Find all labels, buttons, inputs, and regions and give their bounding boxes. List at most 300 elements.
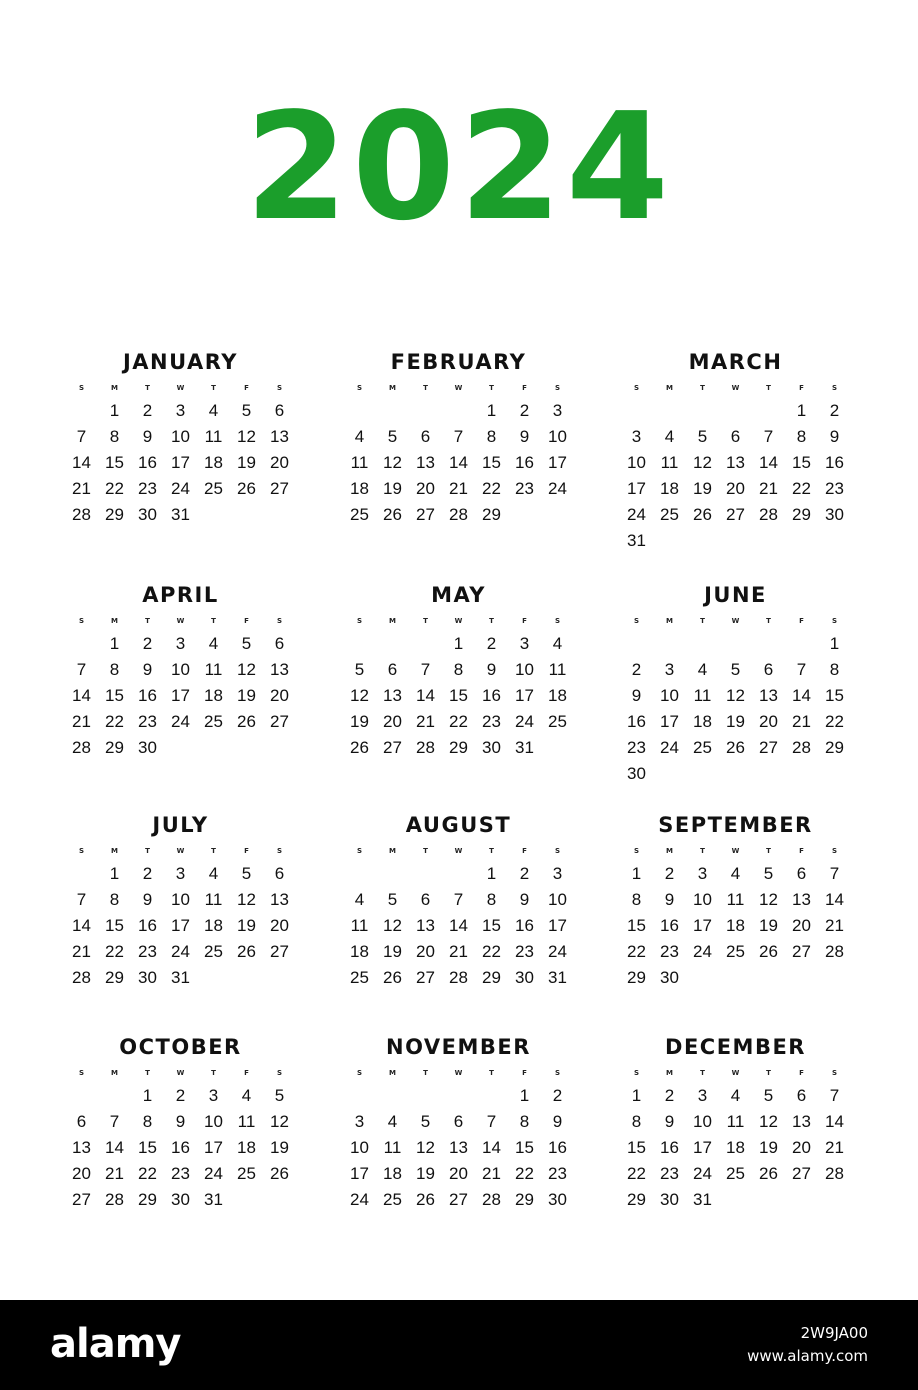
weekday-label: S bbox=[554, 617, 561, 625]
day-cell: 28 bbox=[72, 968, 91, 987]
weekday-label: S bbox=[356, 384, 363, 392]
month-name: APRIL bbox=[142, 583, 219, 607]
day-cell: 17 bbox=[204, 1138, 223, 1157]
day-cell: 16 bbox=[627, 712, 646, 731]
day-cell: 24 bbox=[515, 712, 534, 731]
day-cell: 5 bbox=[697, 427, 708, 446]
day-cell: 17 bbox=[627, 479, 646, 498]
week-row bbox=[343, 1187, 574, 1213]
day-cell: 25 bbox=[726, 1164, 745, 1183]
weekday-label: T bbox=[211, 617, 216, 625]
weekday-label: W bbox=[454, 617, 463, 625]
day-cell: 13 bbox=[383, 686, 402, 705]
day-cell: 11 bbox=[660, 453, 679, 472]
week-row bbox=[343, 502, 574, 528]
day-cell: 1 bbox=[829, 634, 840, 653]
day-cell: 17 bbox=[171, 916, 190, 935]
day-cell: 30 bbox=[660, 968, 679, 987]
empty-day-cell bbox=[818, 528, 851, 554]
day-cell: 6 bbox=[274, 864, 285, 883]
day-cell: 3 bbox=[175, 634, 186, 653]
day-cell: 9 bbox=[829, 427, 840, 446]
day-cell: 27 bbox=[449, 1190, 468, 1209]
day-cell: 18 bbox=[237, 1138, 256, 1157]
day-cell: 7 bbox=[829, 1086, 840, 1105]
empty-day-cell bbox=[442, 1083, 475, 1109]
day-cell: 28 bbox=[72, 738, 91, 757]
day-cell: 13 bbox=[449, 1138, 468, 1157]
weekday-label: T bbox=[211, 1069, 216, 1077]
week-row bbox=[343, 735, 574, 761]
day-cell: 23 bbox=[660, 942, 679, 961]
day-cell: 19 bbox=[759, 1138, 778, 1157]
empty-day-cell bbox=[263, 1187, 296, 1213]
day-cell: 16 bbox=[171, 1138, 190, 1157]
day-cell: 1 bbox=[796, 401, 807, 420]
day-cell: 12 bbox=[693, 453, 712, 472]
day-cell: 25 bbox=[237, 1164, 256, 1183]
day-cell: 1 bbox=[109, 634, 120, 653]
weekday-header bbox=[620, 1063, 851, 1083]
day-cell: 2 bbox=[631, 660, 642, 679]
week-row bbox=[620, 939, 851, 965]
day-cell: 11 bbox=[204, 660, 223, 679]
day-cell: 7 bbox=[453, 890, 464, 909]
day-cell: 14 bbox=[416, 686, 435, 705]
day-cell: 12 bbox=[383, 453, 402, 472]
day-cell: 29 bbox=[482, 968, 501, 987]
weekday-label: S bbox=[554, 847, 561, 855]
empty-day-cell bbox=[752, 631, 785, 657]
week-row bbox=[65, 657, 296, 683]
week-row bbox=[65, 398, 296, 424]
day-cell: 13 bbox=[416, 453, 435, 472]
day-cell: 30 bbox=[482, 738, 501, 757]
day-cell: 8 bbox=[486, 890, 497, 909]
day-cell: 8 bbox=[631, 890, 642, 909]
day-cell: 6 bbox=[274, 401, 285, 420]
day-cell: 27 bbox=[792, 1164, 811, 1183]
weekday-label: T bbox=[423, 384, 428, 392]
month-march bbox=[620, 348, 851, 554]
day-cell: 20 bbox=[759, 712, 778, 731]
day-cell: 3 bbox=[519, 634, 530, 653]
day-cell: 7 bbox=[486, 1112, 497, 1131]
weekday-label: M bbox=[389, 1069, 396, 1077]
day-cell: 24 bbox=[693, 942, 712, 961]
week-row bbox=[343, 913, 574, 939]
month-name: JULY bbox=[152, 813, 209, 837]
footer-info bbox=[747, 1322, 868, 1368]
day-cell: 29 bbox=[792, 505, 811, 524]
day-cell: 22 bbox=[482, 479, 501, 498]
week-row bbox=[343, 398, 574, 424]
day-cell: 24 bbox=[548, 942, 567, 961]
day-cell: 23 bbox=[660, 1164, 679, 1183]
day-cell: 8 bbox=[631, 1112, 642, 1131]
day-cell: 11 bbox=[383, 1138, 402, 1157]
day-cell: 14 bbox=[759, 453, 778, 472]
day-cell: 7 bbox=[76, 427, 87, 446]
day-cell: 21 bbox=[105, 1164, 124, 1183]
day-cell: 24 bbox=[204, 1164, 223, 1183]
day-cell: 20 bbox=[270, 916, 289, 935]
day-cell: 25 bbox=[204, 942, 223, 961]
empty-day-cell bbox=[376, 1083, 409, 1109]
empty-day-cell bbox=[719, 528, 752, 554]
day-cell: 24 bbox=[627, 505, 646, 524]
day-cell: 9 bbox=[519, 427, 530, 446]
day-cell: 26 bbox=[237, 942, 256, 961]
day-cell: 16 bbox=[138, 453, 157, 472]
weekday-header bbox=[343, 1063, 574, 1083]
day-cell: 24 bbox=[171, 712, 190, 731]
month-name: MARCH bbox=[688, 350, 783, 374]
weekday-label: S bbox=[276, 384, 283, 392]
weekday-label: T bbox=[700, 617, 705, 625]
day-cell: 12 bbox=[270, 1112, 289, 1131]
day-cell: 11 bbox=[548, 660, 567, 679]
day-cell: 10 bbox=[171, 660, 190, 679]
day-cell: 30 bbox=[825, 505, 844, 524]
day-cell: 17 bbox=[515, 686, 534, 705]
weekday-label: T bbox=[700, 1069, 705, 1077]
day-cell: 16 bbox=[482, 686, 501, 705]
weekday-label: S bbox=[78, 384, 85, 392]
day-cell: 30 bbox=[138, 738, 157, 757]
empty-day-cell bbox=[785, 528, 818, 554]
weekday-label: M bbox=[389, 847, 396, 855]
week-row bbox=[343, 1161, 574, 1187]
week-row bbox=[65, 1135, 296, 1161]
week-row bbox=[343, 424, 574, 450]
day-cell: 9 bbox=[142, 427, 153, 446]
weekday-label: S bbox=[276, 847, 283, 855]
day-cell: 6 bbox=[796, 864, 807, 883]
day-cell: 1 bbox=[109, 864, 120, 883]
day-cell: 4 bbox=[354, 427, 365, 446]
day-cell: 1 bbox=[486, 864, 497, 883]
empty-day-cell bbox=[230, 502, 263, 528]
week-row bbox=[65, 939, 296, 965]
empty-day-cell bbox=[686, 398, 719, 424]
day-cell: 27 bbox=[270, 942, 289, 961]
weekday-label: S bbox=[633, 617, 640, 625]
week-row bbox=[620, 1109, 851, 1135]
weekday-label: S bbox=[554, 1069, 561, 1077]
day-cell: 8 bbox=[796, 427, 807, 446]
day-cell: 18 bbox=[350, 479, 369, 498]
day-cell: 15 bbox=[138, 1138, 157, 1157]
day-cell: 12 bbox=[237, 427, 256, 446]
day-cell: 2 bbox=[829, 401, 840, 420]
day-cell: 20 bbox=[383, 712, 402, 731]
day-cell: 16 bbox=[515, 916, 534, 935]
day-cell: 25 bbox=[693, 738, 712, 757]
weekday-label: F bbox=[799, 1069, 804, 1077]
empty-day-cell bbox=[343, 1083, 376, 1109]
day-cell: 4 bbox=[208, 864, 219, 883]
day-cell: 15 bbox=[792, 453, 811, 472]
weekday-label: F bbox=[244, 384, 249, 392]
day-cell: 10 bbox=[693, 1112, 712, 1131]
day-cell: 6 bbox=[420, 427, 431, 446]
day-cell: 14 bbox=[825, 890, 844, 909]
watermark-footer bbox=[0, 1300, 918, 1390]
weekday-label: W bbox=[731, 617, 740, 625]
day-cell: 15 bbox=[482, 916, 501, 935]
day-cell: 7 bbox=[420, 660, 431, 679]
weekday-label: W bbox=[454, 1069, 463, 1077]
day-cell: 17 bbox=[171, 686, 190, 705]
month-february bbox=[343, 348, 574, 528]
week-row bbox=[65, 735, 296, 761]
day-cell: 23 bbox=[138, 942, 157, 961]
day-cell: 18 bbox=[660, 479, 679, 498]
day-cell: 28 bbox=[482, 1190, 501, 1209]
weekday-label: M bbox=[666, 384, 673, 392]
week-row bbox=[620, 502, 851, 528]
weekday-label: S bbox=[356, 1069, 363, 1077]
day-cell: 23 bbox=[548, 1164, 567, 1183]
weekday-label: S bbox=[554, 384, 561, 392]
day-cell: 12 bbox=[759, 890, 778, 909]
week-row bbox=[343, 887, 574, 913]
day-cell: 22 bbox=[105, 942, 124, 961]
day-cell: 21 bbox=[449, 479, 468, 498]
day-cell: 30 bbox=[138, 505, 157, 524]
week-row bbox=[343, 1083, 574, 1109]
day-cell: 17 bbox=[548, 453, 567, 472]
day-cell: 17 bbox=[171, 453, 190, 472]
day-cell: 31 bbox=[171, 505, 190, 524]
day-cell: 15 bbox=[825, 686, 844, 705]
weekday-label: S bbox=[78, 847, 85, 855]
empty-day-cell bbox=[541, 502, 574, 528]
day-cell: 9 bbox=[664, 890, 675, 909]
month-july bbox=[65, 811, 296, 991]
day-cell: 15 bbox=[105, 916, 124, 935]
empty-day-cell bbox=[263, 735, 296, 761]
site-url: www.alamy.com bbox=[747, 1347, 868, 1365]
day-cell: 28 bbox=[416, 738, 435, 757]
day-cell: 24 bbox=[548, 479, 567, 498]
day-cell: 25 bbox=[548, 712, 567, 731]
day-cell: 29 bbox=[627, 968, 646, 987]
day-cell: 25 bbox=[204, 712, 223, 731]
week-row bbox=[620, 913, 851, 939]
empty-day-cell bbox=[653, 761, 686, 787]
month-name: DECEMBER bbox=[665, 1035, 806, 1059]
empty-day-cell bbox=[752, 761, 785, 787]
week-row bbox=[620, 476, 851, 502]
week-row bbox=[65, 476, 296, 502]
day-cell: 2 bbox=[175, 1086, 186, 1105]
day-cell: 18 bbox=[726, 1138, 745, 1157]
empty-day-cell bbox=[263, 965, 296, 991]
month-name: NOVEMBER bbox=[386, 1035, 531, 1059]
day-cell: 21 bbox=[759, 479, 778, 498]
week-row bbox=[343, 631, 574, 657]
empty-day-cell bbox=[686, 965, 719, 991]
day-cell: 19 bbox=[237, 686, 256, 705]
day-cell: 6 bbox=[453, 1112, 464, 1131]
day-cell: 20 bbox=[416, 479, 435, 498]
day-cell: 26 bbox=[237, 712, 256, 731]
day-cell: 10 bbox=[350, 1138, 369, 1157]
week-row bbox=[65, 861, 296, 887]
weekday-label: T bbox=[145, 617, 150, 625]
month-name: AUGUST bbox=[405, 813, 512, 837]
day-cell: 25 bbox=[726, 942, 745, 961]
day-cell: 13 bbox=[726, 453, 745, 472]
day-cell: 26 bbox=[759, 1164, 778, 1183]
week-row bbox=[343, 476, 574, 502]
empty-day-cell bbox=[752, 398, 785, 424]
weekday-label: S bbox=[78, 1069, 85, 1077]
day-cell: 16 bbox=[548, 1138, 567, 1157]
weekday-label: T bbox=[766, 847, 771, 855]
day-cell: 27 bbox=[792, 942, 811, 961]
day-cell: 23 bbox=[515, 479, 534, 498]
day-cell: 7 bbox=[76, 890, 87, 909]
day-cell: 3 bbox=[697, 1086, 708, 1105]
day-cell: 9 bbox=[175, 1112, 186, 1131]
weekday-label: T bbox=[211, 384, 216, 392]
empty-day-cell bbox=[376, 861, 409, 887]
week-row bbox=[620, 761, 851, 787]
weekday-label: T bbox=[145, 1069, 150, 1077]
empty-day-cell bbox=[719, 631, 752, 657]
day-cell: 19 bbox=[237, 453, 256, 472]
week-row bbox=[620, 657, 851, 683]
empty-day-cell bbox=[65, 861, 98, 887]
day-cell: 1 bbox=[519, 1086, 530, 1105]
weekday-label: T bbox=[489, 617, 494, 625]
day-cell: 16 bbox=[138, 916, 157, 935]
weekday-header bbox=[343, 841, 574, 861]
day-cell: 19 bbox=[383, 479, 402, 498]
day-cell: 14 bbox=[449, 453, 468, 472]
day-cell: 8 bbox=[142, 1112, 153, 1131]
day-cell: 6 bbox=[730, 427, 741, 446]
empty-day-cell bbox=[620, 631, 653, 657]
day-cell: 29 bbox=[482, 505, 501, 524]
day-cell: 31 bbox=[515, 738, 534, 757]
weekday-label: T bbox=[700, 384, 705, 392]
day-cell: 10 bbox=[627, 453, 646, 472]
weekday-label: M bbox=[111, 384, 118, 392]
day-cell: 17 bbox=[548, 916, 567, 935]
week-row bbox=[343, 861, 574, 887]
day-cell: 11 bbox=[350, 916, 369, 935]
day-cell: 4 bbox=[730, 864, 741, 883]
week-row bbox=[343, 965, 574, 991]
day-cell: 6 bbox=[274, 634, 285, 653]
day-cell: 23 bbox=[482, 712, 501, 731]
month-may bbox=[343, 581, 574, 761]
day-cell: 1 bbox=[453, 634, 464, 653]
empty-day-cell bbox=[686, 761, 719, 787]
day-cell: 3 bbox=[552, 864, 563, 883]
day-cell: 18 bbox=[383, 1164, 402, 1183]
day-cell: 22 bbox=[449, 712, 468, 731]
day-cell: 12 bbox=[350, 686, 369, 705]
weekday-label: S bbox=[831, 1069, 838, 1077]
weekday-label: F bbox=[244, 1069, 249, 1077]
day-cell: 27 bbox=[416, 505, 435, 524]
day-cell: 15 bbox=[449, 686, 468, 705]
day-cell: 17 bbox=[693, 916, 712, 935]
month-october bbox=[65, 1033, 296, 1213]
week-row bbox=[65, 913, 296, 939]
empty-day-cell bbox=[719, 761, 752, 787]
day-cell: 5 bbox=[241, 634, 252, 653]
day-cell: 11 bbox=[726, 890, 745, 909]
week-row bbox=[620, 1083, 851, 1109]
day-cell: 29 bbox=[825, 738, 844, 757]
weekday-label: F bbox=[244, 847, 249, 855]
empty-day-cell bbox=[65, 631, 98, 657]
day-cell: 26 bbox=[759, 942, 778, 961]
empty-day-cell bbox=[818, 1187, 851, 1213]
day-cell: 31 bbox=[204, 1190, 223, 1209]
week-row bbox=[620, 1161, 851, 1187]
empty-day-cell bbox=[541, 735, 574, 761]
week-row bbox=[620, 528, 851, 554]
week-row bbox=[620, 1135, 851, 1161]
week-row bbox=[343, 450, 574, 476]
week-row bbox=[65, 1083, 296, 1109]
empty-day-cell bbox=[719, 398, 752, 424]
empty-day-cell bbox=[508, 502, 541, 528]
weekday-label: M bbox=[666, 617, 673, 625]
week-row bbox=[620, 683, 851, 709]
day-cell: 30 bbox=[515, 968, 534, 987]
weekday-label: S bbox=[356, 847, 363, 855]
day-cell: 30 bbox=[660, 1190, 679, 1209]
day-cell: 21 bbox=[449, 942, 468, 961]
empty-day-cell bbox=[409, 861, 442, 887]
week-row bbox=[65, 683, 296, 709]
month-name: JUNE bbox=[704, 583, 767, 607]
month-name: MAY bbox=[431, 583, 486, 607]
weekday-label: W bbox=[176, 384, 185, 392]
day-cell: 4 bbox=[241, 1086, 252, 1105]
day-cell: 29 bbox=[449, 738, 468, 757]
day-cell: 22 bbox=[627, 1164, 646, 1183]
day-cell: 9 bbox=[664, 1112, 675, 1131]
day-cell: 27 bbox=[759, 738, 778, 757]
day-cell: 13 bbox=[270, 890, 289, 909]
day-cell: 7 bbox=[796, 660, 807, 679]
weekday-label: T bbox=[145, 384, 150, 392]
day-cell: 4 bbox=[730, 1086, 741, 1105]
day-cell: 29 bbox=[105, 968, 124, 987]
month-june bbox=[620, 581, 851, 787]
day-cell: 31 bbox=[171, 968, 190, 987]
weekday-label: S bbox=[276, 617, 283, 625]
day-cell: 25 bbox=[350, 968, 369, 987]
day-cell: 13 bbox=[72, 1138, 91, 1157]
empty-day-cell bbox=[752, 528, 785, 554]
day-cell: 2 bbox=[486, 634, 497, 653]
day-cell: 10 bbox=[660, 686, 679, 705]
empty-day-cell bbox=[230, 1187, 263, 1213]
weekday-label: T bbox=[145, 847, 150, 855]
weekday-label: M bbox=[111, 847, 118, 855]
day-cell: 3 bbox=[697, 864, 708, 883]
